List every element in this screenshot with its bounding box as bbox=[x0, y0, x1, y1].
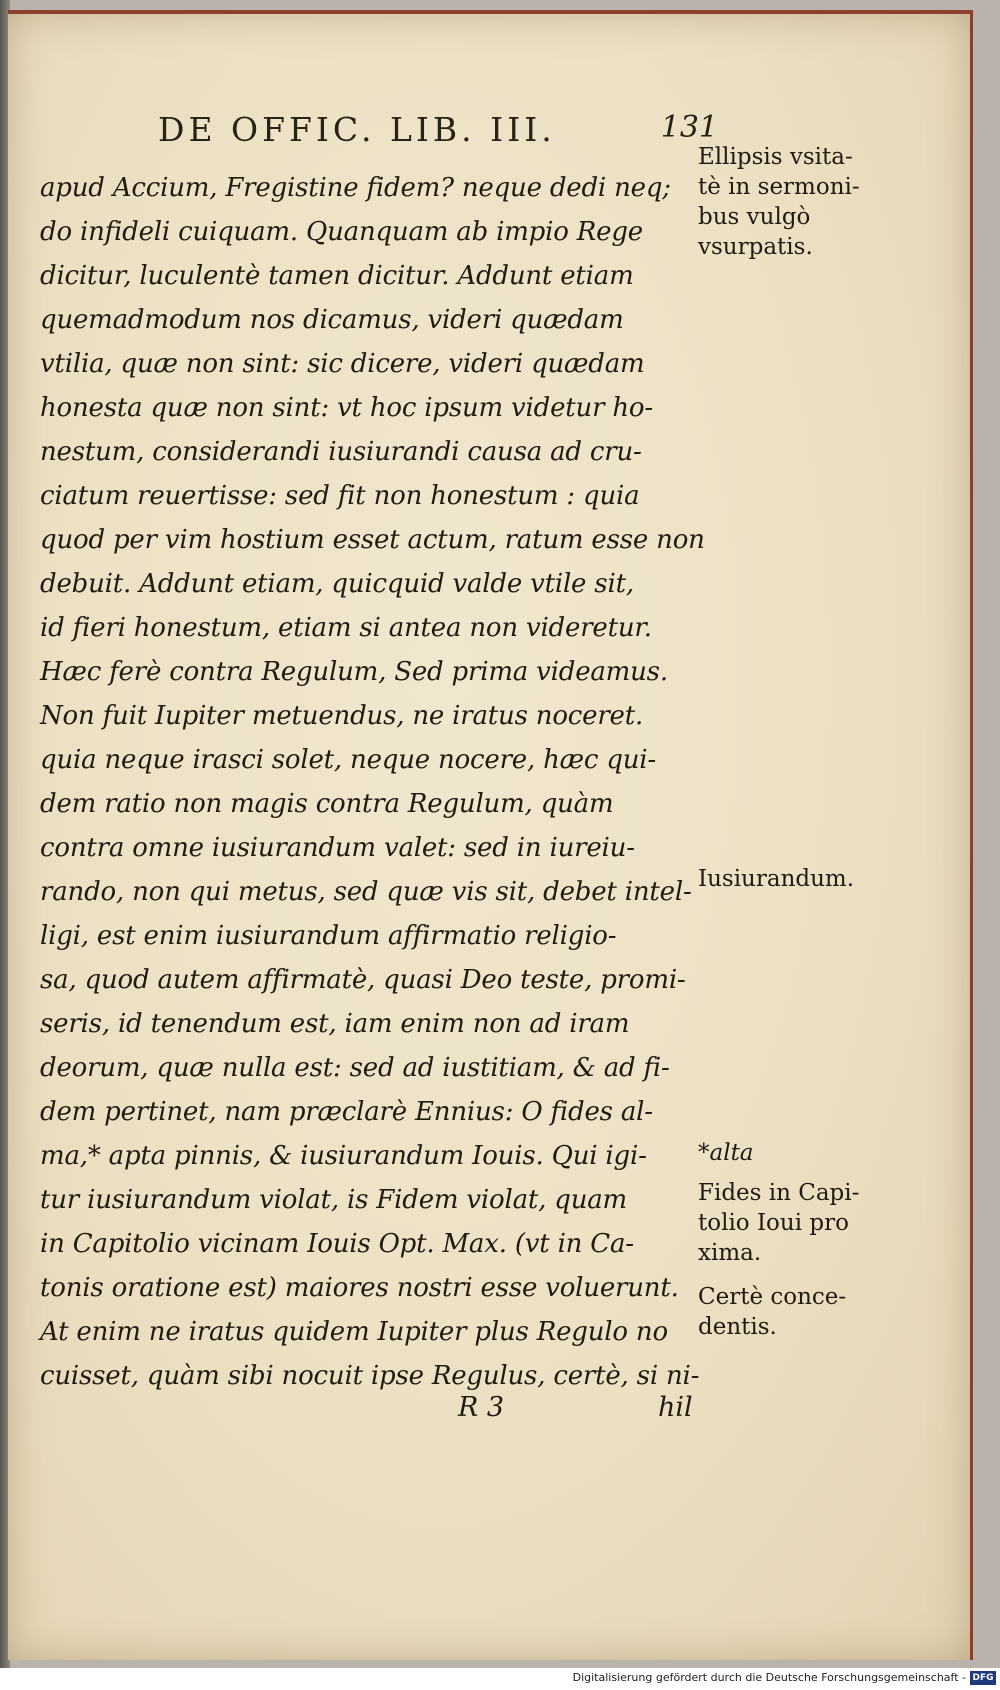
note-line: dentis. bbox=[698, 1314, 777, 1340]
text-line: rando, non qui metus, sed quæ vis sit, debet intel- bbox=[40, 877, 692, 907]
text-line: deorum, quæ nulla est: sed ad iustitiam, & ad fi- bbox=[40, 1053, 670, 1083]
text-line: dem pertinet, nam præclarè Ennius: O fides al- bbox=[40, 1097, 653, 1127]
text-line: nestum, considerandi iusiurandi causa ad cru- bbox=[40, 437, 642, 467]
text-line: quod per vim hostium esset actum, ratum esse non bbox=[40, 525, 705, 555]
text-line: tonis oratione est) maiores nostri esse voluerunt. bbox=[40, 1273, 679, 1303]
note-line: Certè conce- bbox=[698, 1284, 847, 1310]
text-line: seris, id tenendum est, iam enim non ad iram bbox=[40, 1009, 630, 1039]
margin-note-alta bbox=[698, 1138, 908, 1168]
text-line: quia neque irasci solet, neque nocere, hæc qui- bbox=[40, 745, 657, 775]
text-line: in Capitolio vicinam Iouis Opt. Max. (vt in Ca- bbox=[40, 1229, 634, 1259]
note-line: Ellipsis vsita- bbox=[698, 144, 853, 170]
text-line: do infideli cuiquam. Quanquam ab impio Rege bbox=[40, 217, 643, 247]
note-line: Iusiurandum. bbox=[698, 866, 855, 892]
margin-note-ellipsis bbox=[698, 142, 908, 262]
running-head: DE OFFIC. LIB. III. bbox=[158, 110, 556, 149]
margin-note-fides bbox=[698, 1178, 908, 1268]
page-number: 131 bbox=[660, 110, 718, 145]
note-line: *alta bbox=[698, 1140, 754, 1166]
note-line: Fides in Capi- bbox=[698, 1180, 860, 1206]
text-line: quemadmodum nos dicamus, videri quædam bbox=[40, 305, 624, 335]
digitization-footer bbox=[0, 1668, 1000, 1690]
text-line: tur iusiurandum violat, is Fidem violat, quam bbox=[40, 1185, 628, 1215]
note-line: tè in sermoni- bbox=[698, 174, 860, 200]
text-line: ligi, est enim iusiurandum affirmatio religio- bbox=[40, 921, 617, 951]
dfg-logo-icon: DFG bbox=[970, 1671, 996, 1685]
note-line: tolio Ioui pro bbox=[698, 1210, 849, 1236]
text-line: ma,* apta pinnis, & iusiurandum Iouis. Qui igi- bbox=[40, 1141, 647, 1171]
text-line: ciatum reuertisse: sed fit non honestum : quia bbox=[40, 481, 640, 511]
note-line: bus vulgò bbox=[698, 204, 811, 230]
note-line: vsurpatis. bbox=[698, 234, 813, 260]
text-line: contra omne iusiurandum valet: sed in iureiu- bbox=[40, 833, 635, 863]
text-line: dem ratio non magis contra Regulum, quàm bbox=[40, 789, 614, 819]
text-line: id fieri honestum, etiam si antea non videretur. bbox=[40, 613, 652, 643]
text-line: cuisset, quàm sibi nocuit ipse Regulus, certè, si ni- bbox=[40, 1361, 700, 1391]
signature-mark: R 3 bbox=[458, 1392, 505, 1423]
margin-note-iusiurandum bbox=[698, 864, 908, 894]
text-line: honesta quæ non sint: vt hoc ipsum videtur ho- bbox=[40, 393, 653, 423]
page-header bbox=[158, 110, 718, 158]
note-line: xima. bbox=[698, 1240, 762, 1266]
text-line: sa, quod autem affirmatè, quasi Deo teste, promi- bbox=[40, 965, 686, 995]
text-line: apud Accium, Fregistine fidem? neque dedi neq; bbox=[40, 173, 671, 203]
funding-credit: Digitalisierung gefördert durch die Deutsche Forschungsgemeinschaft - bbox=[572, 1671, 966, 1684]
catchword: hil bbox=[658, 1392, 693, 1423]
text-line: At enim ne iratus quidem Iupiter plus Regulo no bbox=[40, 1317, 668, 1347]
text-line: debuit. Addunt etiam, quicquid valde vtile sit, bbox=[40, 569, 634, 599]
text-line: Non fuit Iupiter metuendus, ne iratus noceret. bbox=[40, 701, 644, 731]
text-line: dicitur, luculentè tamen dicitur. Addunt etiam bbox=[40, 261, 634, 291]
text-line: vtilia, quæ non sint: sic dicere, videri quædam bbox=[40, 349, 645, 379]
book-page bbox=[8, 14, 973, 1660]
margin-note-certe bbox=[698, 1282, 908, 1342]
main-text-block bbox=[40, 166, 705, 1398]
text-line: Hæc ferè contra Regulum, Sed prima videamus. bbox=[40, 657, 668, 687]
page-footer-row bbox=[40, 1392, 693, 1432]
